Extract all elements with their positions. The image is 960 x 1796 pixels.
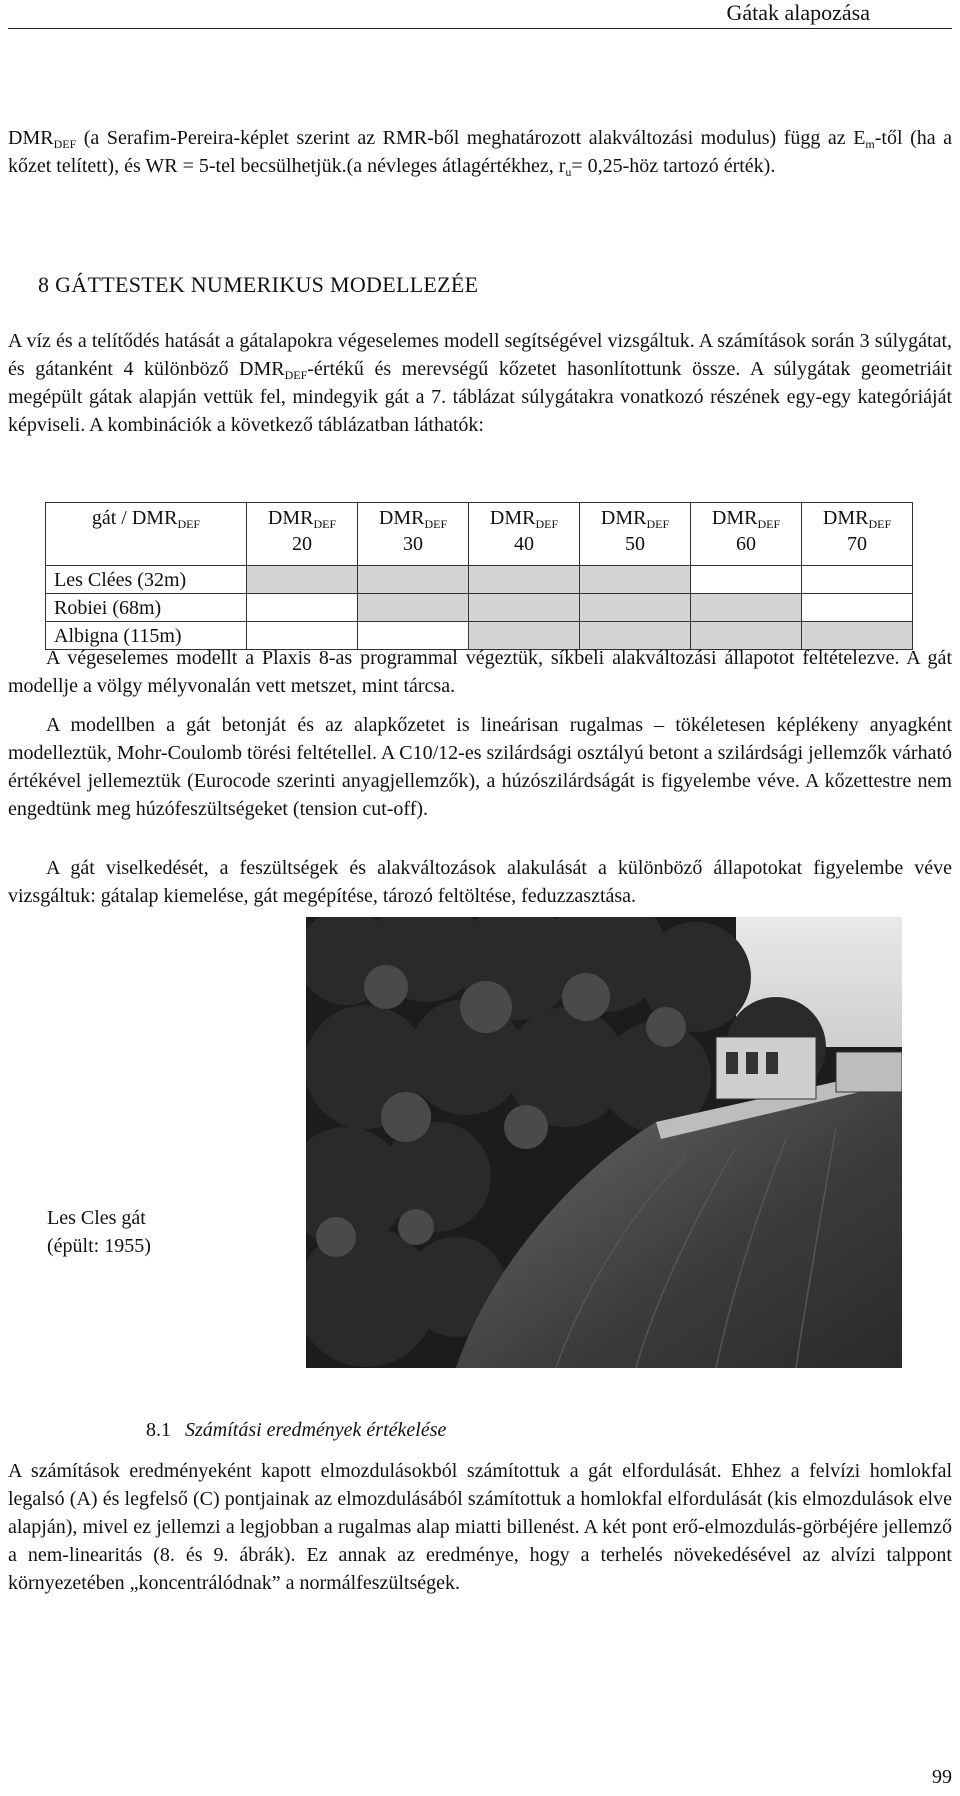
def-subscript: DEF bbox=[284, 368, 308, 382]
intro-text-a: (a Serafim-Pereira-képlet szerint az RMR-ből meghatározott alakváltozási modulus) függ az E bbox=[76, 127, 866, 149]
dam-photo-image bbox=[306, 917, 902, 1368]
table-cell bbox=[580, 594, 691, 622]
para-behaviour: A gát viselkedését, a feszültségek és alakváltozások alakulását a különböző állapotokat figyelembe véve vizsgáltuk: gátalap kiemelése, gát megépítése, tározó feltöltése, feduzzasztása. bbox=[8, 857, 952, 907]
column-subscript: DEF bbox=[535, 517, 559, 531]
column-header bbox=[358, 503, 469, 566]
column-prefix: DMR bbox=[489, 507, 536, 529]
table-row bbox=[46, 594, 913, 622]
column-subscript: DEF bbox=[424, 517, 448, 531]
column-prefix: DMR bbox=[711, 507, 758, 529]
intro-text-c: = 0,25-höz tartozó érték). bbox=[571, 155, 776, 177]
section-heading-8-1 bbox=[146, 1419, 446, 1442]
column-subscript: DEF bbox=[868, 517, 892, 531]
table-header-row bbox=[46, 503, 913, 566]
table-cell bbox=[802, 566, 913, 594]
table-corner-cell bbox=[46, 503, 247, 566]
combination-table bbox=[45, 502, 913, 650]
row-label: Les Clées (32m) bbox=[46, 566, 247, 594]
column-header bbox=[469, 503, 580, 566]
table-cell bbox=[469, 566, 580, 594]
table-cell bbox=[580, 566, 691, 594]
section8-text-b: -értékű és merevségű kőzetet hasonlítottunk össze. A súlygátak geometriáit megépült gátak alapján vettük fel, mindegyik gát a 7. táblázat súlygátakra vonatkozó részének egy-egy kategóriáját képviseli. A kombinációk a következő táblázatban láthatók: bbox=[8, 358, 953, 436]
dam-photo bbox=[306, 917, 902, 1368]
column-subscript: DEF bbox=[313, 517, 337, 531]
column-prefix: DMR bbox=[822, 507, 869, 529]
page-header bbox=[0, 0, 960, 28]
table-cell bbox=[247, 566, 358, 594]
corner-subscript: DEF bbox=[177, 517, 201, 531]
photo-caption bbox=[47, 1204, 151, 1260]
m-subscript: m bbox=[865, 137, 875, 151]
para-plaxis: A végeselemes modellt a Plaxis 8-as programmal végeztük, síkbeli alakváltozási állapotot feltételezve. A gát modellje a völgy mélyvonalán vett metszet, mint tárcsa. bbox=[8, 647, 952, 697]
column-value: 20 bbox=[292, 533, 312, 555]
column-value: 60 bbox=[736, 533, 756, 555]
column-header bbox=[580, 503, 691, 566]
column-prefix: DMR bbox=[600, 507, 647, 529]
row-label: Albigna (115m) bbox=[46, 622, 247, 650]
caption-line-2: (épült: 1955) bbox=[47, 1235, 151, 1257]
section-heading-8: 8 GÁTTESTEK NUMERIKUS MODELLEZÉE bbox=[38, 272, 479, 297]
column-header bbox=[802, 503, 913, 566]
column-subscript: DEF bbox=[646, 517, 670, 531]
column-header bbox=[247, 503, 358, 566]
u-subscript: u bbox=[565, 165, 572, 179]
intro-paragraph bbox=[8, 124, 952, 180]
table-cell bbox=[358, 566, 469, 594]
running-title: Gátak alapozása bbox=[726, 0, 870, 25]
dmr-text: DMR bbox=[8, 127, 54, 149]
header-rule bbox=[8, 28, 952, 29]
para-model: A modellben a gát betonját és az alapkőzetet is lineárisan rugalmas – tökéletesen képlékeny anyagként modelleztük, Mohr-Coulomb törési feltétellel. A C10/12-es szilárdsági osztályú betont a szilárdsági jellemzők várható értékével jellemeztük (Eurocode szerinti anyagjellemzők), a húzószilárdságát is figyelembe véve. A kőzettestre nem engedtünk meg húzófeszültségeket (tension cut-off). bbox=[8, 714, 952, 820]
para-results: A számítások eredményeként kapott elmozdulásokból számítottuk a gát elfordulását. Ehhez a felvízi homlokfal legalsó (A) és legfelső (C) pontjainak az elmozdulásából számítottuk a homlokfal elfordulását (kis elmozdulások elve alapján), mivel ez jellemzi a legjobban a rugalmas alap miatti billenést. A két pont erő-elmozdulás-görbéjére jellemző a nem-linearitás (8. és 9. ábrák). Ez annak az eredménye, hogy a terhelés növekedésével az alvízi talppont környezetében „koncentrálódnak” a normálfeszültségek. bbox=[8, 1460, 952, 1594]
column-value: 70 bbox=[847, 533, 867, 555]
table-cell bbox=[247, 594, 358, 622]
def-subscript: DEF bbox=[53, 137, 77, 151]
table-row bbox=[46, 566, 913, 594]
section8-text-a: A víz és a telítődés hatását a gátalapokra végeselemes modell segítségével vizsgáltuk. A számítások során 3 súlygátat, és gátanként 4 különböző DMR bbox=[8, 330, 952, 380]
caption-line-1: Les Cles gát bbox=[47, 1207, 146, 1229]
table-cell bbox=[358, 594, 469, 622]
table-cell bbox=[469, 594, 580, 622]
column-header bbox=[691, 503, 802, 566]
corner-label: gát / DMR bbox=[91, 507, 178, 529]
intro-text-b: -től (ha a kőzet telített), és WR = 5-tel becsülhetjük.(a névleges átlagértékhez, r bbox=[8, 127, 953, 177]
column-prefix: DMR bbox=[267, 507, 314, 529]
table-cell bbox=[691, 594, 802, 622]
table-cell bbox=[691, 566, 802, 594]
section8-paragraph bbox=[8, 327, 952, 439]
column-subscript: DEF bbox=[757, 517, 781, 531]
column-prefix: DMR bbox=[378, 507, 425, 529]
row-label: Robiei (68m) bbox=[46, 594, 247, 622]
subsection-number: 8.1 bbox=[146, 1419, 171, 1441]
page-number: 99 bbox=[932, 1766, 952, 1788]
table-cell bbox=[802, 594, 913, 622]
column-value: 30 bbox=[403, 533, 423, 555]
column-value: 40 bbox=[514, 533, 534, 555]
subsection-title: Számítási eredmények értékelése bbox=[185, 1419, 447, 1441]
column-value: 50 bbox=[625, 533, 645, 555]
